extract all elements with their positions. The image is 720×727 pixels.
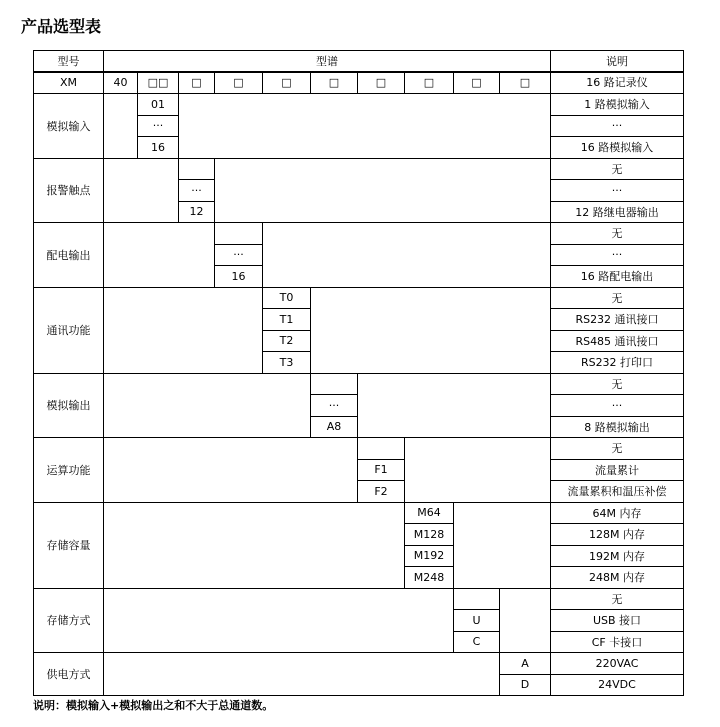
- desc-cell: 16 路配电输出: [550, 265, 684, 288]
- desc-cell: 8 路模拟输出: [550, 416, 684, 439]
- desc-cell: 无: [550, 287, 684, 310]
- section-label: 存储方式: [33, 588, 104, 654]
- section-label: 存储容量: [33, 502, 104, 589]
- desc-cell: 无: [550, 222, 684, 245]
- xm-cell: 40: [103, 71, 138, 94]
- desc-cell: 无: [550, 437, 684, 460]
- blank-block: [103, 373, 311, 439]
- code-cell: 12: [178, 201, 215, 224]
- desc-cell: 无: [550, 588, 684, 611]
- code-cell: ···: [214, 244, 263, 267]
- blank-code: [214, 222, 263, 245]
- xm-cell: □□: [137, 71, 179, 94]
- section-label: 供电方式: [33, 652, 104, 696]
- desc-cell: CF 卡接口: [550, 631, 684, 654]
- desc-cell: 24VDC: [550, 674, 684, 697]
- desc-cell: 248M 内存: [550, 566, 684, 589]
- blank-block: [103, 158, 179, 224]
- desc-cell: ···: [550, 244, 684, 267]
- section-label: 模拟输入: [33, 93, 104, 159]
- code-cell: T2: [262, 330, 311, 353]
- blank-block: [262, 222, 551, 288]
- desc-cell: RS485 通讯接口: [550, 330, 684, 353]
- blank-code: [178, 158, 215, 181]
- code-cell: M128: [404, 523, 454, 546]
- blank-block: [103, 222, 215, 288]
- code-cell: 16: [137, 136, 179, 159]
- xm-cell: □: [310, 71, 358, 94]
- header-desc: 说明: [550, 50, 684, 73]
- code-cell: F1: [357, 459, 405, 482]
- desc-cell: RS232 通讯接口: [550, 308, 684, 331]
- xm-cell: □: [404, 71, 454, 94]
- code-cell: T0: [262, 287, 311, 310]
- code-cell: T1: [262, 308, 311, 331]
- desc-cell: 128M 内存: [550, 523, 684, 546]
- desc-cell: USB 接口: [550, 609, 684, 632]
- desc-cell: 流量累计: [550, 459, 684, 482]
- code-cell: ···: [310, 394, 358, 417]
- code-cell: D: [499, 674, 551, 697]
- code-cell: C: [453, 631, 500, 654]
- code-cell: A: [499, 652, 551, 675]
- code-cell: 01: [137, 93, 179, 116]
- blank-block: [499, 588, 551, 654]
- desc-cell: 64M 内存: [550, 502, 684, 525]
- desc-cell: 无: [550, 158, 684, 181]
- blank-block: [453, 502, 551, 589]
- desc-cell: ···: [550, 115, 684, 138]
- section-label: 模拟输出: [33, 373, 104, 439]
- code-cell: M192: [404, 545, 454, 568]
- header-model: 型号: [33, 50, 104, 73]
- blank-block: [103, 287, 263, 374]
- code-cell: A8: [310, 416, 358, 439]
- xm-cell: □: [357, 71, 405, 94]
- blank-block: [357, 373, 551, 439]
- footnote: 说明：模拟输入+模拟输出之和不大于总通道数。: [33, 699, 274, 712]
- desc-cell: 12 路继电器输出: [550, 201, 684, 224]
- section-label: 报警触点: [33, 158, 104, 224]
- code-cell: ···: [178, 179, 215, 202]
- code-cell: M64: [404, 502, 454, 525]
- blank-block: [103, 588, 454, 654]
- code-cell: ···: [137, 115, 179, 138]
- blank-block: [103, 437, 358, 503]
- desc-cell: ···: [550, 179, 684, 202]
- xm-cell: □: [499, 71, 551, 94]
- desc-cell: 220VAC: [550, 652, 684, 675]
- xm-cell: XM: [33, 71, 104, 94]
- blank-block: [310, 287, 551, 374]
- blank-block: [404, 437, 551, 503]
- xm-cell: □: [214, 71, 263, 94]
- desc-cell: 1 路模拟输入: [550, 93, 684, 116]
- blank-code: [310, 373, 358, 396]
- code-cell: 16: [214, 265, 263, 288]
- code-cell: F2: [357, 480, 405, 503]
- blank-code: [357, 437, 405, 460]
- desc-cell: RS232 打印口: [550, 351, 684, 374]
- code-cell: M248: [404, 566, 454, 589]
- xm-cell: 16 路记录仪: [550, 71, 684, 94]
- code-cell: U: [453, 609, 500, 632]
- desc-cell: 192M 内存: [550, 545, 684, 568]
- section-label: 运算功能: [33, 437, 104, 503]
- section-label: 配电输出: [33, 222, 104, 288]
- page-title: 产品选型表: [21, 17, 102, 36]
- blank-code: [453, 588, 500, 611]
- blank-block: [103, 502, 405, 589]
- header-spectrum: 型谱: [103, 50, 551, 73]
- xm-cell: □: [262, 71, 311, 94]
- blank-block: [103, 652, 500, 696]
- desc-cell: 16 路模拟输入: [550, 136, 684, 159]
- blank-block: [214, 158, 551, 224]
- desc-cell: 无: [550, 373, 684, 396]
- section-label: 通讯功能: [33, 287, 104, 374]
- desc-cell: 流量累积和温压补偿: [550, 480, 684, 503]
- code-cell: T3: [262, 351, 311, 374]
- xm-cell: □: [178, 71, 215, 94]
- blank-block: [103, 93, 138, 159]
- blank-block: [178, 93, 551, 159]
- desc-cell: ···: [550, 394, 684, 417]
- xm-cell: □: [453, 71, 500, 94]
